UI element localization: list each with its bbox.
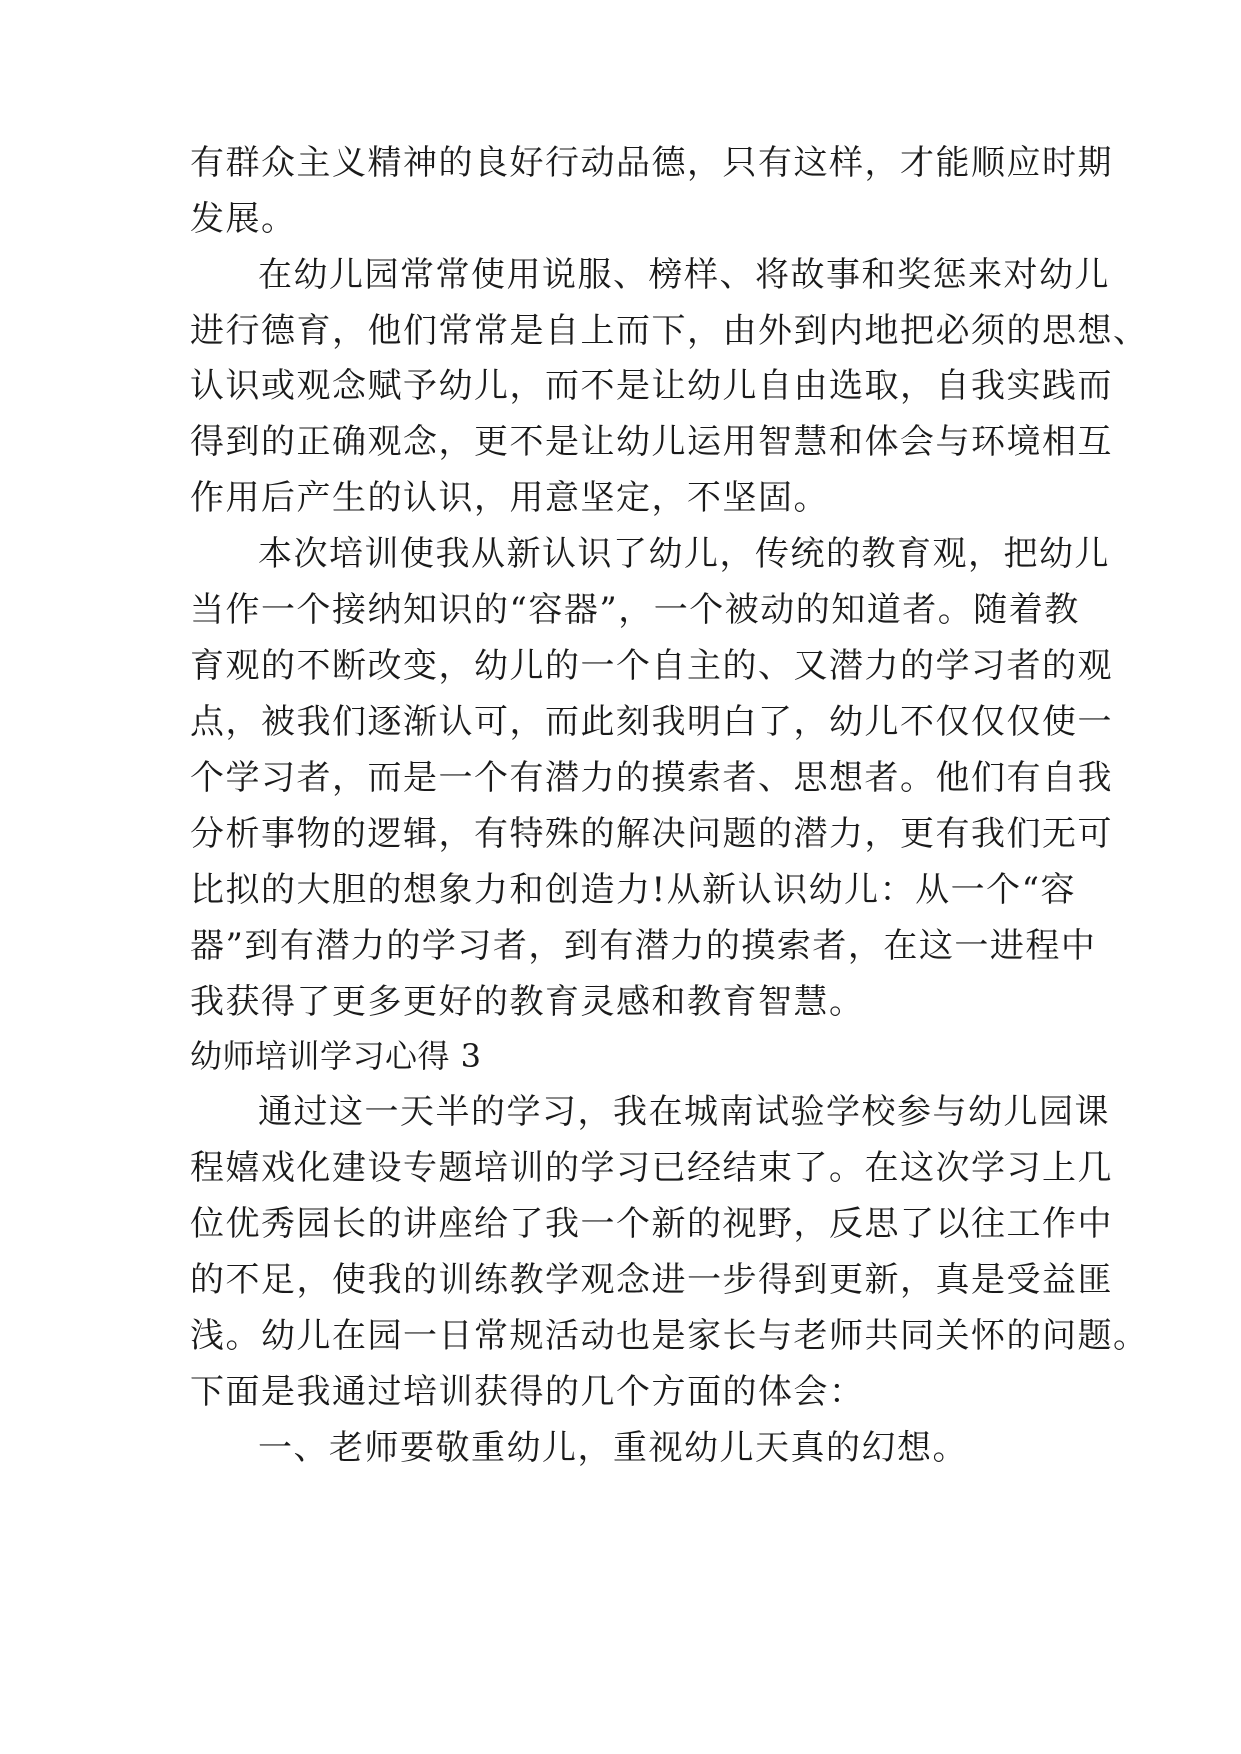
- paragraph-line: 器”到有潜力的学习者，到有潜力的摸索者，在这一进程中: [190, 926, 1097, 966]
- paragraph-line: 发展。: [190, 199, 297, 239]
- paragraph-line: 进行德育，他们常常是自上而下，由外到内地把必须的思想、: [190, 311, 1149, 351]
- paragraph-line: 浅。幼儿在园一日常规活动也是家长与老师共同关怀的问题。: [190, 1316, 1149, 1356]
- paragraph-line: 程嬉戏化建设专题培训的学习已经结束了。在这次学习上几: [190, 1148, 1113, 1188]
- paragraph-line: 分析事物的逻辑，有特殊的解决问题的潜力，更有我们无可: [190, 814, 1113, 854]
- paragraph-line: 下面是我通过培训获得的几个方面的体会：: [190, 1372, 865, 1412]
- paragraph-line: 一、老师要敬重幼儿，重视幼儿天真的幻想。: [258, 1428, 968, 1468]
- paragraph-line: 有群众主义精神的良好行动品德，只有这样，才能顺应时期: [190, 143, 1113, 183]
- paragraph-line: 得到的正确观念，更不是让幼儿运用智慧和体会与环境相互: [190, 422, 1113, 462]
- paragraph-line: 点，被我们逐渐认可，而此刻我明白了，幼儿不仅仅仅使一: [190, 702, 1113, 742]
- paragraph-line: 个学习者，而是一个有潜力的摸索者、思想者。他们有自我: [190, 758, 1113, 798]
- paragraph-line: 作用后产生的认识，用意坚定，不坚固。: [190, 478, 829, 518]
- paragraph-line: 位优秀园长的讲座给了我一个新的视野，反思了以往工作中: [190, 1204, 1113, 1244]
- paragraph-line: 的不足，使我的训练教学观念进一步得到更新，真是受益匪: [190, 1260, 1113, 1300]
- paragraph-line: 通过这一天半的学习，我在城南试验学校参与幼儿园课: [258, 1092, 1110, 1132]
- paragraph-line: 在幼儿园常常使用说服、榜样、将故事和奖惩来对幼儿: [258, 255, 1110, 295]
- paragraph-line: 育观的不断改变，幼儿的一个自主的、又潜力的学习者的观: [190, 646, 1113, 686]
- paragraph-line: 认识或观念赋予幼儿，而不是让幼儿自由选取，自我实践而: [190, 366, 1113, 406]
- paragraph-line: 我获得了更多更好的教育灵感和教育智慧。: [190, 982, 865, 1022]
- paragraph-line: 本次培训使我从新认识了幼儿，传统的教育观，把幼儿: [258, 534, 1110, 574]
- section-heading: 幼师培训学习心得 3: [190, 1037, 482, 1075]
- paragraph-line: 当作一个接纳知识的“容器”，一个被动的知道者。随着教: [190, 590, 1080, 630]
- paragraph-line: 比拟的大胆的想象力和创造力!从新认识幼儿：从一个“容: [190, 870, 1077, 910]
